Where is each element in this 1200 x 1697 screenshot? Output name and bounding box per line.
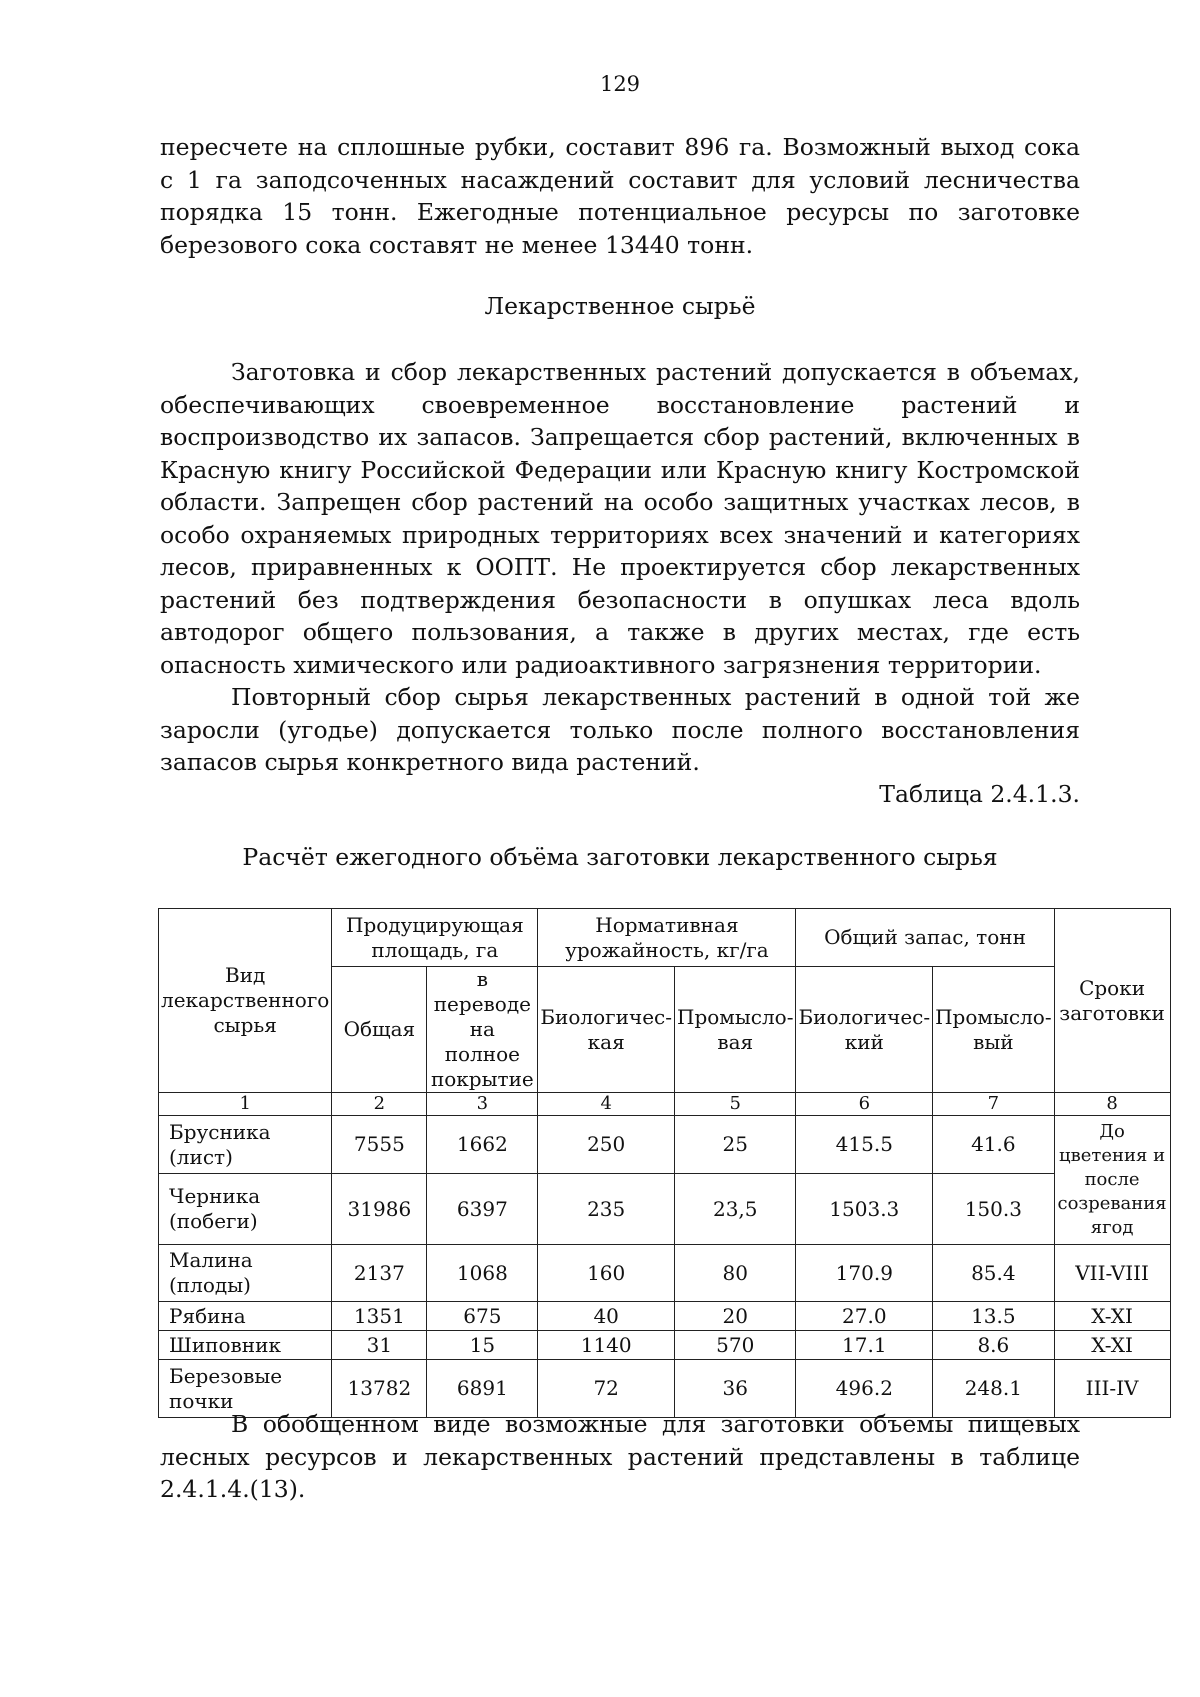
- area-converted: 1662: [427, 1116, 538, 1174]
- header-stock: Общий запас, тонн: [796, 909, 1054, 967]
- table-row: [159, 1302, 1171, 1331]
- harvest-terms: VII-VIII: [1054, 1245, 1170, 1302]
- yield-bio: 235: [538, 1174, 675, 1245]
- page-number: 129: [599, 72, 641, 96]
- header-area: Продуцирующая площадь, га: [332, 909, 538, 967]
- area-total: 31: [332, 1331, 427, 1360]
- yield-bio: 72: [538, 1360, 675, 1418]
- paragraph-summary: В обобщенном виде возможные для заготовки объемы пищевых лесных ресурсов и лекарственных растений представлены в таблице 2.4.1.4.(13).: [160, 1410, 1080, 1503]
- yield-ind: 570: [675, 1331, 796, 1360]
- species-name: Черника (побеги): [159, 1174, 332, 1245]
- yield-bio: 40: [538, 1302, 675, 1331]
- table-row: [159, 1174, 1171, 1245]
- species-name: Малина (плоды): [159, 1245, 332, 1302]
- header-total: Общая: [332, 967, 427, 1093]
- stock-bio: 27.0: [796, 1302, 933, 1331]
- header-species: Вид лекарственного сырья: [159, 909, 332, 1093]
- area-converted: 15: [427, 1331, 538, 1360]
- area-converted: 675: [427, 1302, 538, 1331]
- area-converted: 6397: [427, 1174, 538, 1245]
- harvest-terms: III-IV: [1054, 1360, 1170, 1418]
- stock-bio: 415.5: [796, 1116, 933, 1174]
- stock-ind: 13.5: [933, 1302, 1054, 1331]
- yield-bio: 1140: [538, 1331, 675, 1360]
- yield-bio: 250: [538, 1116, 675, 1174]
- column-number: 1: [159, 1093, 332, 1116]
- area-total: 7555: [332, 1116, 427, 1174]
- yield-ind: 20: [675, 1302, 796, 1331]
- header-ind-stock: Промысло-вый: [933, 967, 1054, 1093]
- species-name: Брусника (лист): [159, 1116, 332, 1174]
- yield-ind: 25: [675, 1116, 796, 1174]
- header-terms: Сроки заготовки: [1054, 909, 1170, 1093]
- column-number: 5: [675, 1093, 796, 1116]
- stock-ind: 150.3: [933, 1174, 1054, 1245]
- column-number: 8: [1054, 1093, 1170, 1116]
- stock-ind: 41.6: [933, 1116, 1054, 1174]
- column-number: 4: [538, 1093, 675, 1116]
- stock-ind: 248.1: [933, 1360, 1054, 1418]
- yield-bio: 160: [538, 1245, 675, 1302]
- area-total: 13782: [332, 1360, 427, 1418]
- column-number: 2: [332, 1093, 427, 1116]
- table-title: Расчёт ежегодного объёма заготовки лекарственного сырья: [242, 843, 998, 871]
- harvest-terms: X-XI: [1054, 1302, 1170, 1331]
- column-number: 3: [427, 1093, 538, 1116]
- table-number: Таблица 2.4.1.3.: [879, 780, 1080, 808]
- area-converted: 1068: [427, 1245, 538, 1302]
- paragraph-sap-resources: пересчете на сплошные рубки, составит 896 га. Возможный выход сока с 1 га заподсоченных насаждений составит для условий лесничества порядка 15 тонн. Ежегодные потенциальное ресурсы по заготовке березового сока составят не менее 13440 тонн.: [160, 133, 1080, 259]
- stock-ind: 85.4: [933, 1245, 1054, 1302]
- paragraph-harvest-rules: Заготовка и сбор лекарственных растений допускается в объемах, обеспечивающих своевременное восстановление растений и воспроизводство их запасов. Запрещается сбор растений, включенных в Красную книгу Российской Федерации или Красную книгу Костромской области. Запрещен сбор растений на особо защитных участках лесов, в особо охраняемых природных территориях всех значений и категориях лесов, приравненных к ООПТ. Не проектируется сбор лекарственных растений без подтверждения безопасности в опушках леса вдоль автодорог общего пользования, а также в других местах, где есть опасность химического или радиоактивного загрязнения территории.: [160, 358, 1080, 679]
- area-total: 31986: [332, 1174, 427, 1245]
- species-name: Шиповник: [159, 1331, 332, 1360]
- table-row: [159, 1331, 1171, 1360]
- yield-ind: 23,5: [675, 1174, 796, 1245]
- section-title: Лекарственное сырьё: [484, 292, 756, 320]
- area-converted: 6891: [427, 1360, 538, 1418]
- header-bio-yield: Биологичес-кая: [538, 967, 675, 1093]
- stock-bio: 170.9: [796, 1245, 933, 1302]
- yield-ind: 36: [675, 1360, 796, 1418]
- paragraph-repeat-harvest: Повторный сбор сырья лекарственных растений в одной той же заросли (угодье) допускается только после полного восстановления запасов сырья конкретного вида растений.: [160, 683, 1080, 776]
- header-ind-yield: Промысло-вая: [675, 967, 796, 1093]
- header-yield: Нормативная урожайность, кг/га: [538, 909, 796, 967]
- species-name: Березовые почки: [159, 1360, 332, 1418]
- table-row: [159, 1245, 1171, 1302]
- harvest-terms: X-XI: [1054, 1331, 1170, 1360]
- yield-ind: 80: [675, 1245, 796, 1302]
- harvest-table: [158, 908, 1171, 1418]
- column-number: 7: [933, 1093, 1054, 1116]
- stock-bio: 17.1: [796, 1331, 933, 1360]
- header-converted: в переводе на полное покрытие: [427, 967, 538, 1093]
- area-total: 1351: [332, 1302, 427, 1331]
- stock-bio: 496.2: [796, 1360, 933, 1418]
- species-name: Рябина: [159, 1302, 332, 1331]
- column-number: 6: [796, 1093, 933, 1116]
- harvest-terms-merged: До цветения и после созревания ягод: [1054, 1116, 1170, 1245]
- stock-bio: 1503.3: [796, 1174, 933, 1245]
- stock-ind: 8.6: [933, 1331, 1054, 1360]
- table-row: [159, 1116, 1171, 1174]
- area-total: 2137: [332, 1245, 427, 1302]
- header-bio-stock: Биологичес-кий: [796, 967, 933, 1093]
